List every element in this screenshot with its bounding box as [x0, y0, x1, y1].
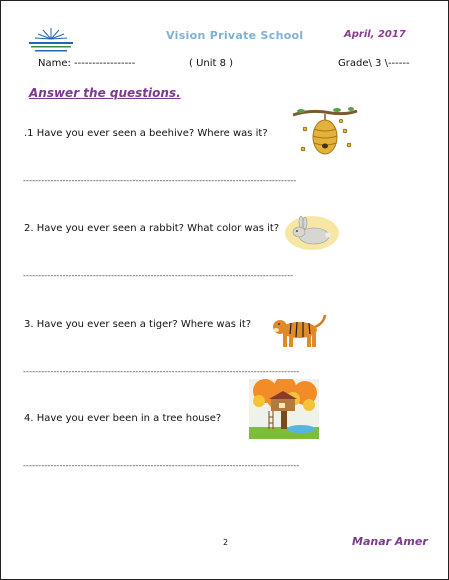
- rabbit-picture: [284, 213, 340, 251]
- name-field-label: Name: -----------------: [38, 58, 136, 69]
- school-logo: [25, 25, 77, 55]
- question-4: 4. Have you ever been in a tree house?: [24, 413, 222, 424]
- worksheet-date: April, 2017: [344, 29, 406, 40]
- grade-field-label: Grade\ 3 \------: [338, 58, 410, 69]
- question-1: .1 Have you ever seen a beehive? Where was it?: [24, 128, 268, 139]
- unit-label: ( Unit 8 ): [189, 58, 234, 69]
- page-number: 2: [223, 538, 229, 547]
- answer-line-1: ------------------------------------------------------------------------------------------: [23, 176, 297, 185]
- question-3: 3. Have you ever seen a tiger? Where was it?: [24, 319, 252, 330]
- question-2: 2. Have you ever seen a rabbit? What color was it?: [24, 223, 280, 234]
- answer-line-2: -----------------------------------------------------------------------------------------: [23, 271, 294, 280]
- author-signature: Manar Amer: [352, 535, 428, 548]
- school-name: Vision Private School: [166, 29, 304, 42]
- instruction-heading: Answer the questions.: [29, 86, 181, 100]
- tiger-picture: [269, 313, 327, 351]
- answer-line-4: -------------------------------------------------------------------------------------------: [23, 461, 300, 470]
- tree-house-picture: [249, 379, 319, 439]
- beehive-picture: [291, 105, 363, 163]
- answer-line-3: -------------------------------------------------------------------------------------------: [23, 367, 300, 376]
